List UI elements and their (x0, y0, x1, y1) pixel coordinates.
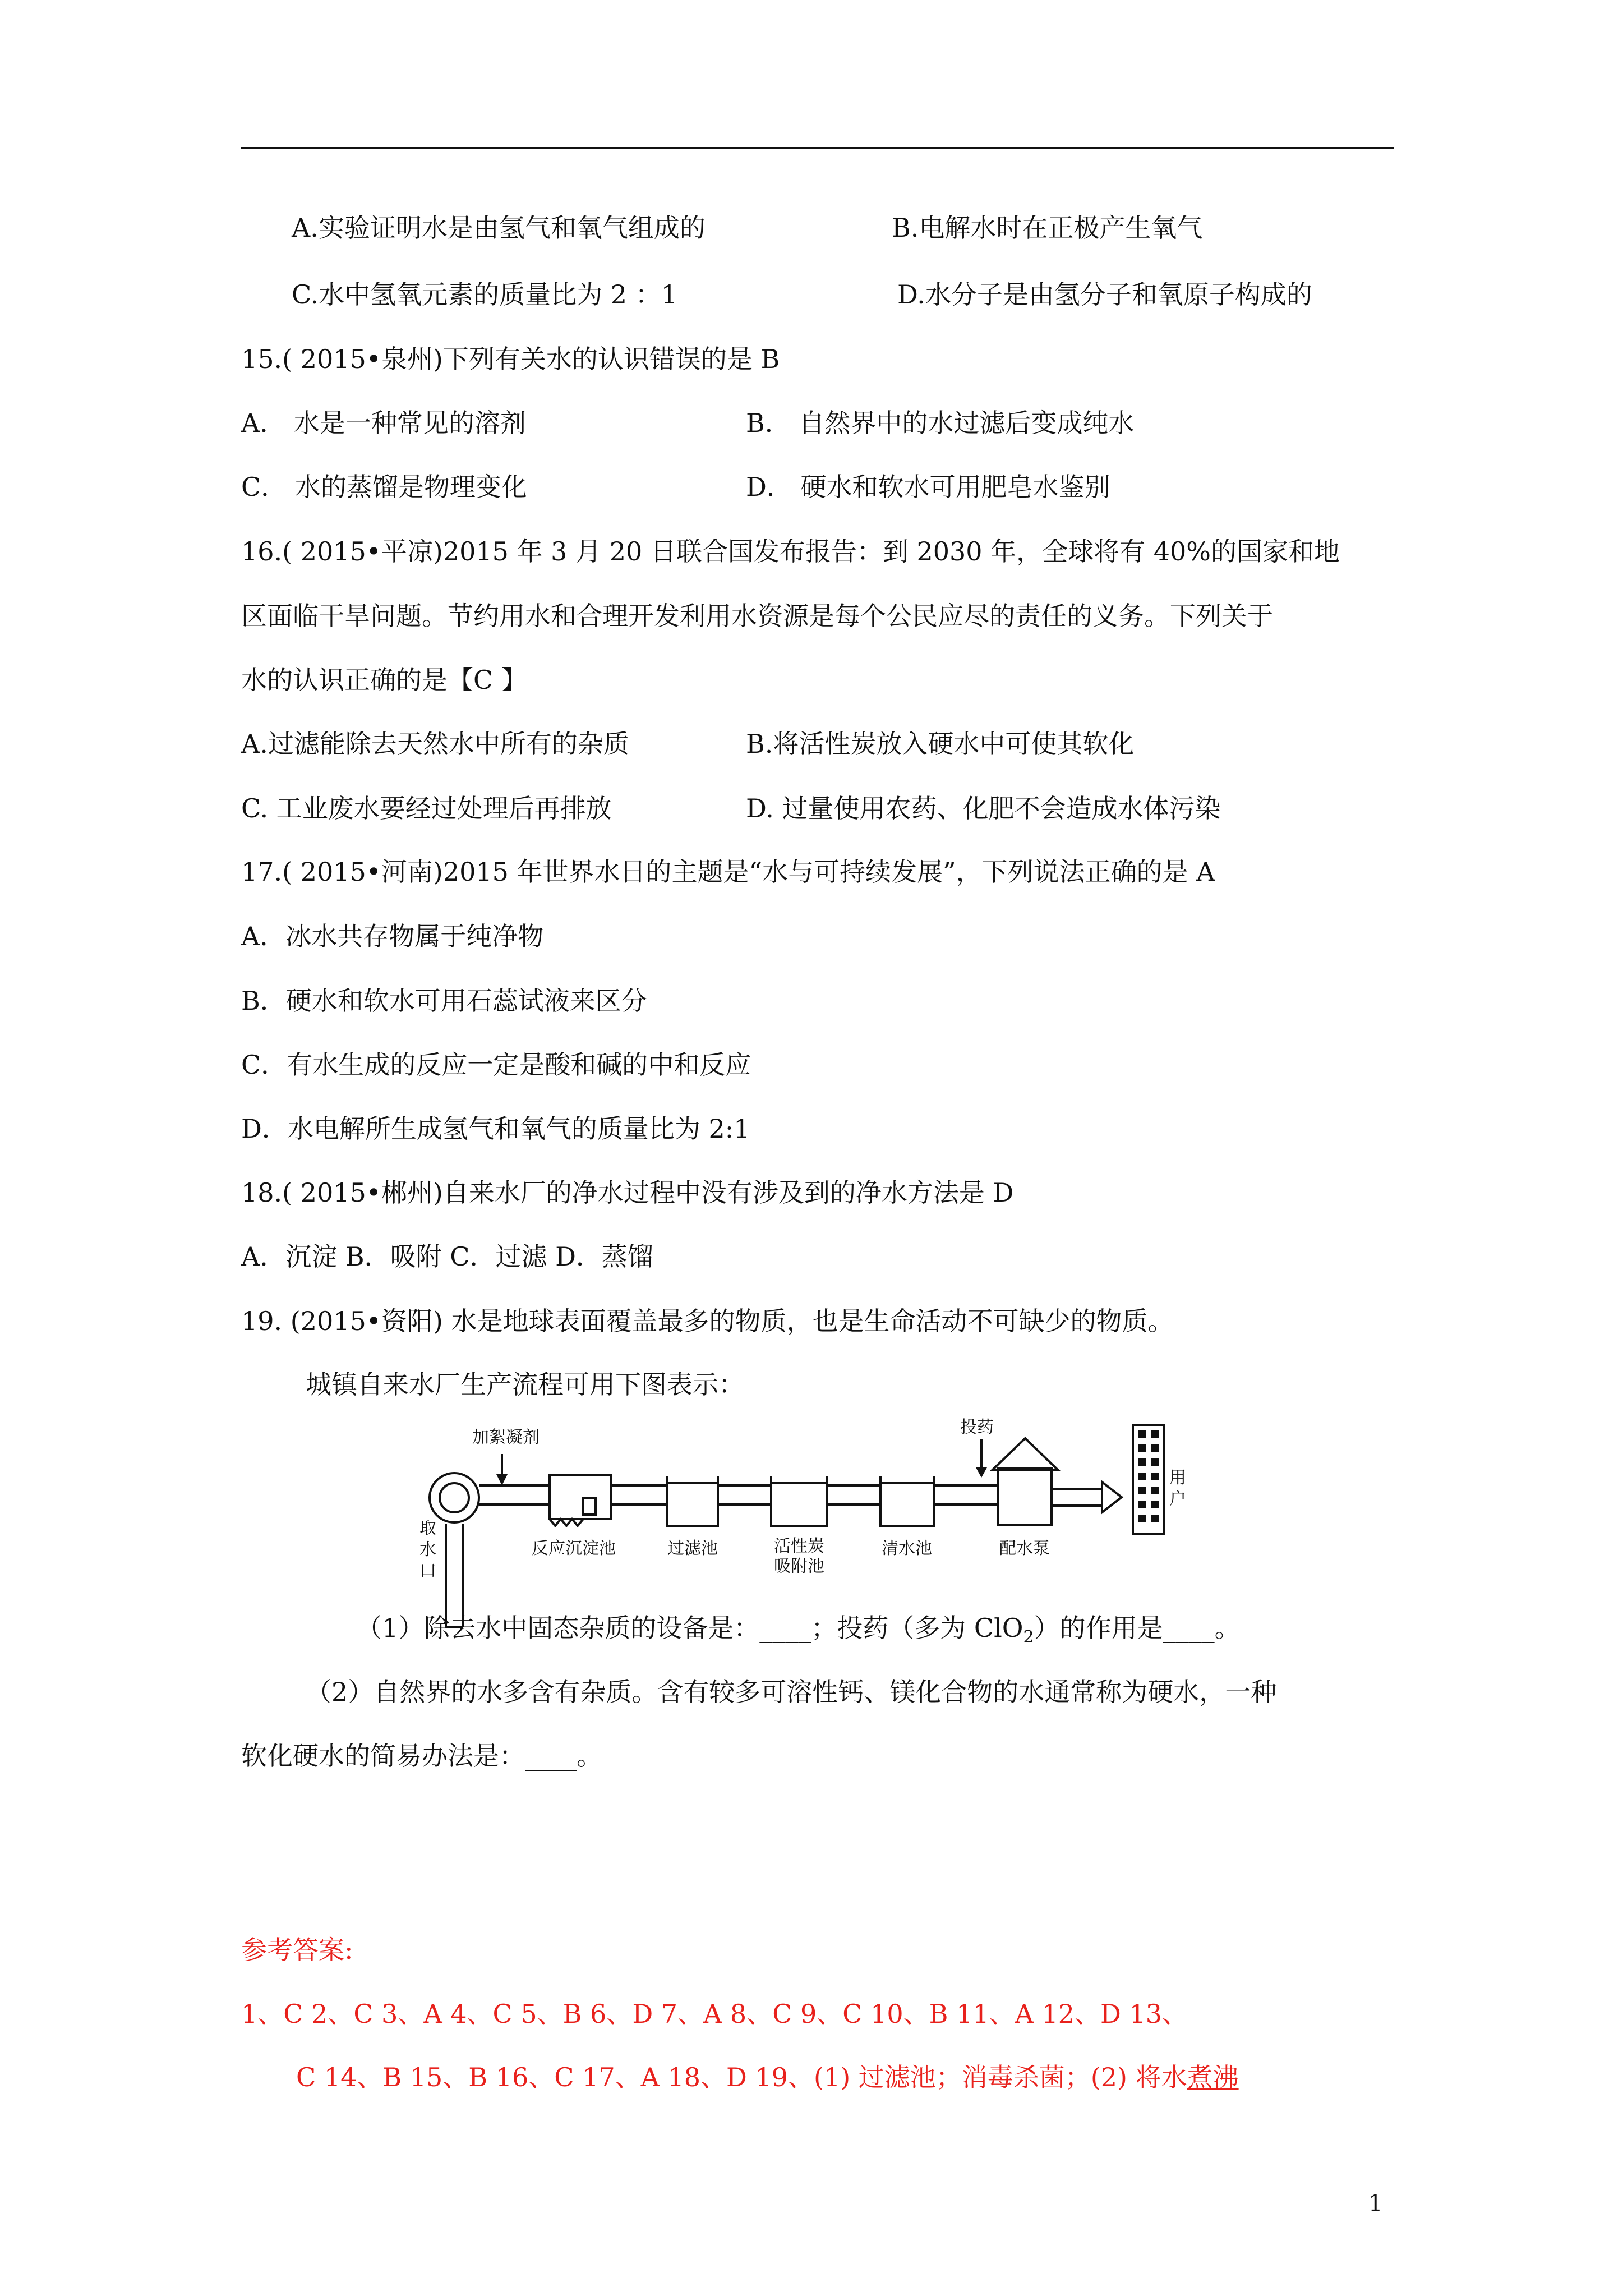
q16-option-c: C. 工业废水要经过处理后再排放 (241, 793, 612, 823)
q15-option-a: A． 水是一种常见的溶剂 (241, 408, 526, 438)
label-reaction-tank: 反应沉淀池 (532, 1539, 616, 1558)
label-user-2: 户 (1169, 1489, 1186, 1509)
answers-line2-underlined: 煮沸 (1187, 2062, 1239, 2092)
answers-line1: 1、C 2、C 3、A 4、C 5、B 6、D 7、A 8、C 9、C 10、B 11、A 12、D 13、 (241, 1999, 1188, 2029)
q14-option-b: B.电解水时在正极产生氧气 (892, 213, 1203, 243)
q14-option-a: A.实验证明水是由氢气和氧气组成的 (292, 213, 706, 243)
q16-option-d: D. 过量使用农药、化肥不会造成水体污染 (746, 793, 1221, 823)
q19-part2-line1: （2）自然界的水多含有杂质。含有较多可溶性钙、镁化合物的水通常称为硬水，一种 (306, 1677, 1277, 1707)
q18-stem: 18.( 2015•郴州)自来水厂的净水过程中没有涉及到的净水方法是 D (241, 1177, 1014, 1208)
label-dosing: 投药 (960, 1418, 994, 1437)
label-filter-tank: 过滤池 (667, 1539, 718, 1558)
q19-part1-sub: 2 (1023, 1627, 1034, 1648)
pump-house-icon (998, 1469, 1052, 1525)
q17-option-c: C．有水生成的反应一定是酸和碱的中和反应 (241, 1050, 751, 1080)
q19-part1-b: ）的作用是____。 (1034, 1613, 1241, 1643)
answers-line2 (296, 2060, 1239, 2094)
building-icon (1133, 1425, 1164, 1534)
reaction-tank-icon (550, 1475, 611, 1519)
q16-stem-line2: 区面临干旱问题。节约用水和合理开发利用水资源是每个公民应尽的责任的义务。下列关于 (241, 601, 1273, 631)
label-intake-2: 水 (419, 1540, 436, 1559)
q19-part2-line2: 软化硬水的简易办法是：____。 (241, 1741, 602, 1771)
label-carbon-1: 活性炭 (774, 1536, 824, 1556)
header-rule (241, 147, 1394, 149)
q17-stem: 17.( 2015•河南)2015 年世界水日的主题是“水与可持续发展”，下列说法正确的是 A (241, 857, 1215, 887)
label-intake-1: 取 (419, 1519, 436, 1538)
q14-option-c: C.水中氢氧元素的质量比为 2 ：1 (292, 279, 677, 310)
q17-option-b: B．硬水和软水可用石蕊试液来区分 (241, 986, 647, 1016)
q16-stem-line3: 水的认识正确的是【C 】 (241, 665, 527, 695)
q15-option-b: B． 自然界中的水过滤后变成纯水 (746, 408, 1135, 438)
label-intake-3: 口 (419, 1561, 436, 1581)
q19-part1-a: （1）除去水中固态杂质的设备是：____；投药（多为 ClO (356, 1613, 1023, 1643)
intake-pipe-outer-icon (430, 1473, 479, 1522)
q17-option-a: A．冰水共存物属于纯净物 (241, 921, 544, 951)
label-user-1: 用 (1169, 1468, 1186, 1488)
answers-line2-text: C 14、B 15、B 16、C 17、A 18、D 19、(1) 过滤池；消毒杀菌；(2) 将水 (296, 2062, 1187, 2092)
q15-option-c: C． 水的蒸馏是物理变化 (241, 472, 527, 502)
q19-stem: 19. (2015•资阳) 水是地球表面覆盖最多的物质，也是生命活动不可缺少的物质。 (241, 1306, 1174, 1336)
q16-stem-line1: 16.( 2015•平凉)2015 年 3 月 20 日联合国发布报告：到 2030 年，全球将有 40%的国家和地 (241, 536, 1340, 567)
page-number: 1 (1368, 2191, 1383, 2216)
q16-option-a: A.过滤能除去天然水中所有的杂质 (241, 729, 629, 759)
label-carbon-2: 吸附池 (774, 1557, 824, 1576)
q19-part1 (356, 1611, 1241, 1654)
q18-options: A．沉淀 B．吸附 C．过滤 D．蒸馏 (241, 1241, 653, 1272)
label-clear-tank: 清水池 (882, 1539, 932, 1558)
q19-intro: 城镇自来水厂生产流程可用下图表示： (306, 1369, 744, 1400)
q14-option-d: D.水分子是由氢分子和氧原子构成的 (897, 279, 1312, 310)
q15-stem: 15.( 2015•泉州)下列有关水的认识错误的是 B (241, 344, 780, 374)
q16-option-b: B.将活性炭放入硬水中可使其软化 (746, 729, 1135, 759)
q17-option-d: D．水电解所生成氢气和氧气的质量比为 2:1 (241, 1114, 750, 1144)
label-pump: 配水泵 (999, 1539, 1050, 1558)
intake-pipe-inner-icon (440, 1483, 469, 1512)
label-coagulant: 加絮凝剂 (472, 1428, 540, 1447)
q15-option-d: D． 硬水和软水可用肥皂水鉴别 (746, 472, 1110, 502)
answers-title: 参考答案: (241, 1935, 353, 1965)
